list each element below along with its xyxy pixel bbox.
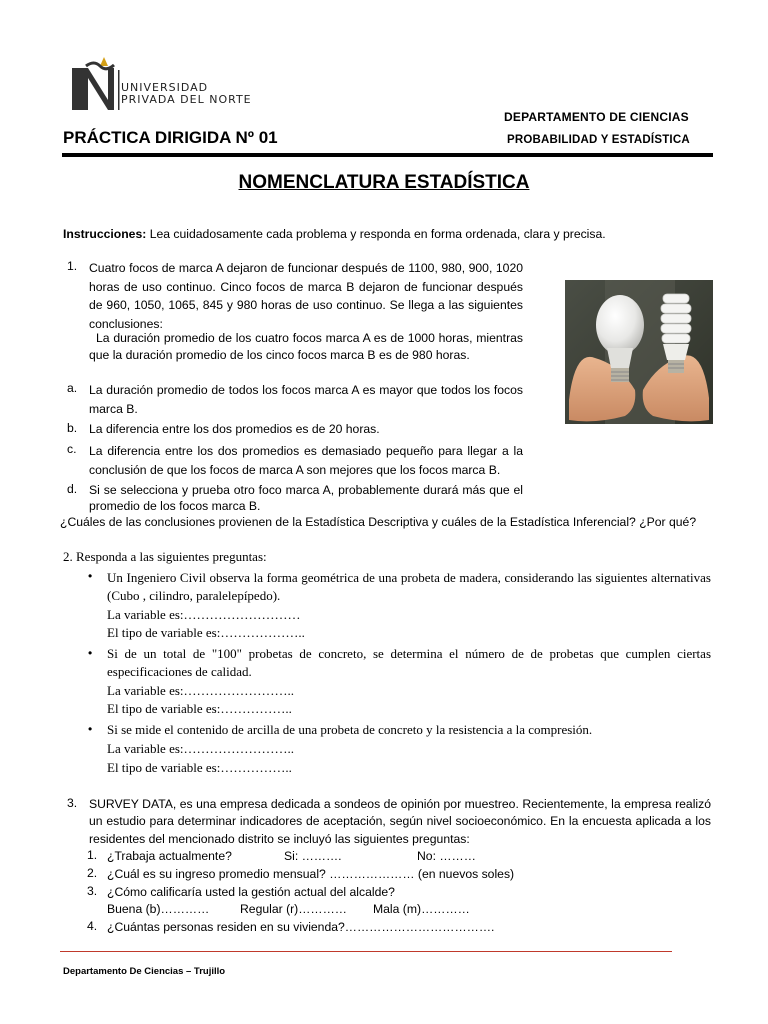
q1-yes: Si: ………. [284, 849, 342, 863]
university-name [121, 82, 252, 106]
option-a-text: La duración promedio de todos los focos marca A es mayor que todos los focos marca B. [89, 383, 523, 416]
problem2-item2-text: Si de un total de "100" probetas de concreto, se determina el número de de probetas que cumplen ciertas especificaciones de calidad. [107, 646, 711, 679]
option-d-text: Si se selecciona y prueba otro foco marca A, probablemente durará más que el promedio de los focos marca B. [89, 483, 523, 513]
q2-text: ¿Cuál es su ingreso promedio mensual? ………………… (en nuevos soles) [107, 867, 515, 881]
problem2-item1-text: Un Ingeniero Civil observa la forma geométrica de una probeta de madera, considerando las siguientes alternativas (Cubo , cilindro, paralelepípedo). [107, 570, 711, 603]
option-c-text: La diferencia entre los dos promedios es demasiado pequeño para llegar a la conclusión de que los focos de marca A son mejores que los focos marca B. [89, 444, 523, 477]
q1-number: 1. [87, 848, 98, 862]
q1-text: ¿Trabaja actualmente? [107, 849, 232, 863]
course-name: PROBABILIDAD Y ESTADÍSTICA [507, 134, 690, 146]
problem1-premise: La duración promedio de los cuatro focos marca A es de 1000 horas, mientras que la duración promedio de los cinco focos marca B es de 980 horas. [89, 331, 523, 362]
q3-option-bad: Mala (m)………… [373, 902, 470, 916]
problem2-item3-variable: La variable es:…………………….. [107, 741, 295, 756]
q3-number: 3. [87, 884, 98, 898]
problem2-item3-type: El tipo de variable es:…………….. [107, 760, 292, 775]
bullet-icon: • [88, 722, 93, 736]
university-name-line2: PRIVADA DEL NORTE [121, 93, 252, 106]
practice-title: PRÁCTICA DIRIGIDA Nº 01 [63, 128, 278, 147]
option-d-letter: d. [67, 482, 78, 496]
q2-number: 2. [87, 866, 98, 880]
page-title: NOMENCLATURA ESTADÍSTICA [238, 172, 530, 193]
q1-no: No: ……… [417, 849, 476, 863]
q3-text: ¿Cómo calificaría usted la gestión actual del alcalde? [107, 885, 395, 899]
problem1-number: 1. [67, 259, 78, 273]
q4-number: 4. [87, 919, 98, 933]
problem2-heading: 2. Responda a las siguientes preguntas: [63, 549, 267, 564]
university-name-line1: UNIVERSIDAD [121, 81, 209, 94]
option-b-text: La diferencia entre los dos promedios es de 20 horas. [89, 422, 380, 436]
problem2-item1-type: El tipo de variable es:……………….. [107, 625, 305, 640]
option-a-letter: a. [67, 381, 78, 395]
problem2-item1-variable: La variable es:……………………… [107, 607, 301, 622]
q3-option-good: Buena (b)………… [107, 902, 210, 916]
department-name: DEPARTAMENTO DE CIENCIAS [504, 110, 689, 124]
option-c-letter: c. [67, 442, 77, 456]
problem2-item2-variable: La variable es:…………………….. [107, 683, 295, 698]
footer-text: Departamento De Ciencias – Trujillo [63, 966, 226, 977]
problem1-intro: Cuatro focos de marca A dejaron de funcionar después de 1100, 980, 900, 1020 horas de uso continuo. Cinco focos de marca B dejaron de funcionar después de 960, 1050, 1065, 845 y 980 horas de uso continuo. Se llega a las siguientes conclusiones: [89, 261, 523, 331]
instructions-label: Instrucciones: [63, 227, 147, 241]
q4-text: ¿Cuántas personas residen en su vivienda?………………………………. [107, 920, 495, 934]
instructions-text: Lea cuidadosamente cada problema y responda en forma ordenada, clara y precisa. [146, 227, 606, 241]
light-bulbs-in-hands-photo [565, 280, 713, 424]
q3-option-regular: Regular (r)………… [240, 902, 347, 916]
problem3-intro: SURVEY DATA, es una empresa dedicada a sondeos de opinión por muestreo. Recientemente, la empresa realizó un estudio para determinar indicadores de aceptación, según nivel socioeconómico. En la encuesta aplicada a los residentes del mencionado distrito se incluyó las siguientes preguntas: [89, 797, 711, 846]
bullet-icon: • [88, 646, 93, 660]
problem1-question: ¿Cuáles de las conclusiones provienen de la Estadística Descriptiva y cuáles de la Estadística Inferencial? ¿Por qué? [60, 515, 697, 529]
instructions [63, 226, 713, 243]
bullet-icon: • [88, 569, 93, 583]
problem3-number: 3. [67, 796, 78, 810]
footer-rule [60, 951, 672, 952]
header-rule [62, 153, 713, 157]
option-b-letter: b. [67, 421, 78, 435]
problem2-item3-text: Si se mide el contenido de arcilla de una probeta de concreto y la resistencia a la compresión. [107, 722, 593, 737]
problem2-item2-type: El tipo de variable es:…………….. [107, 701, 292, 716]
